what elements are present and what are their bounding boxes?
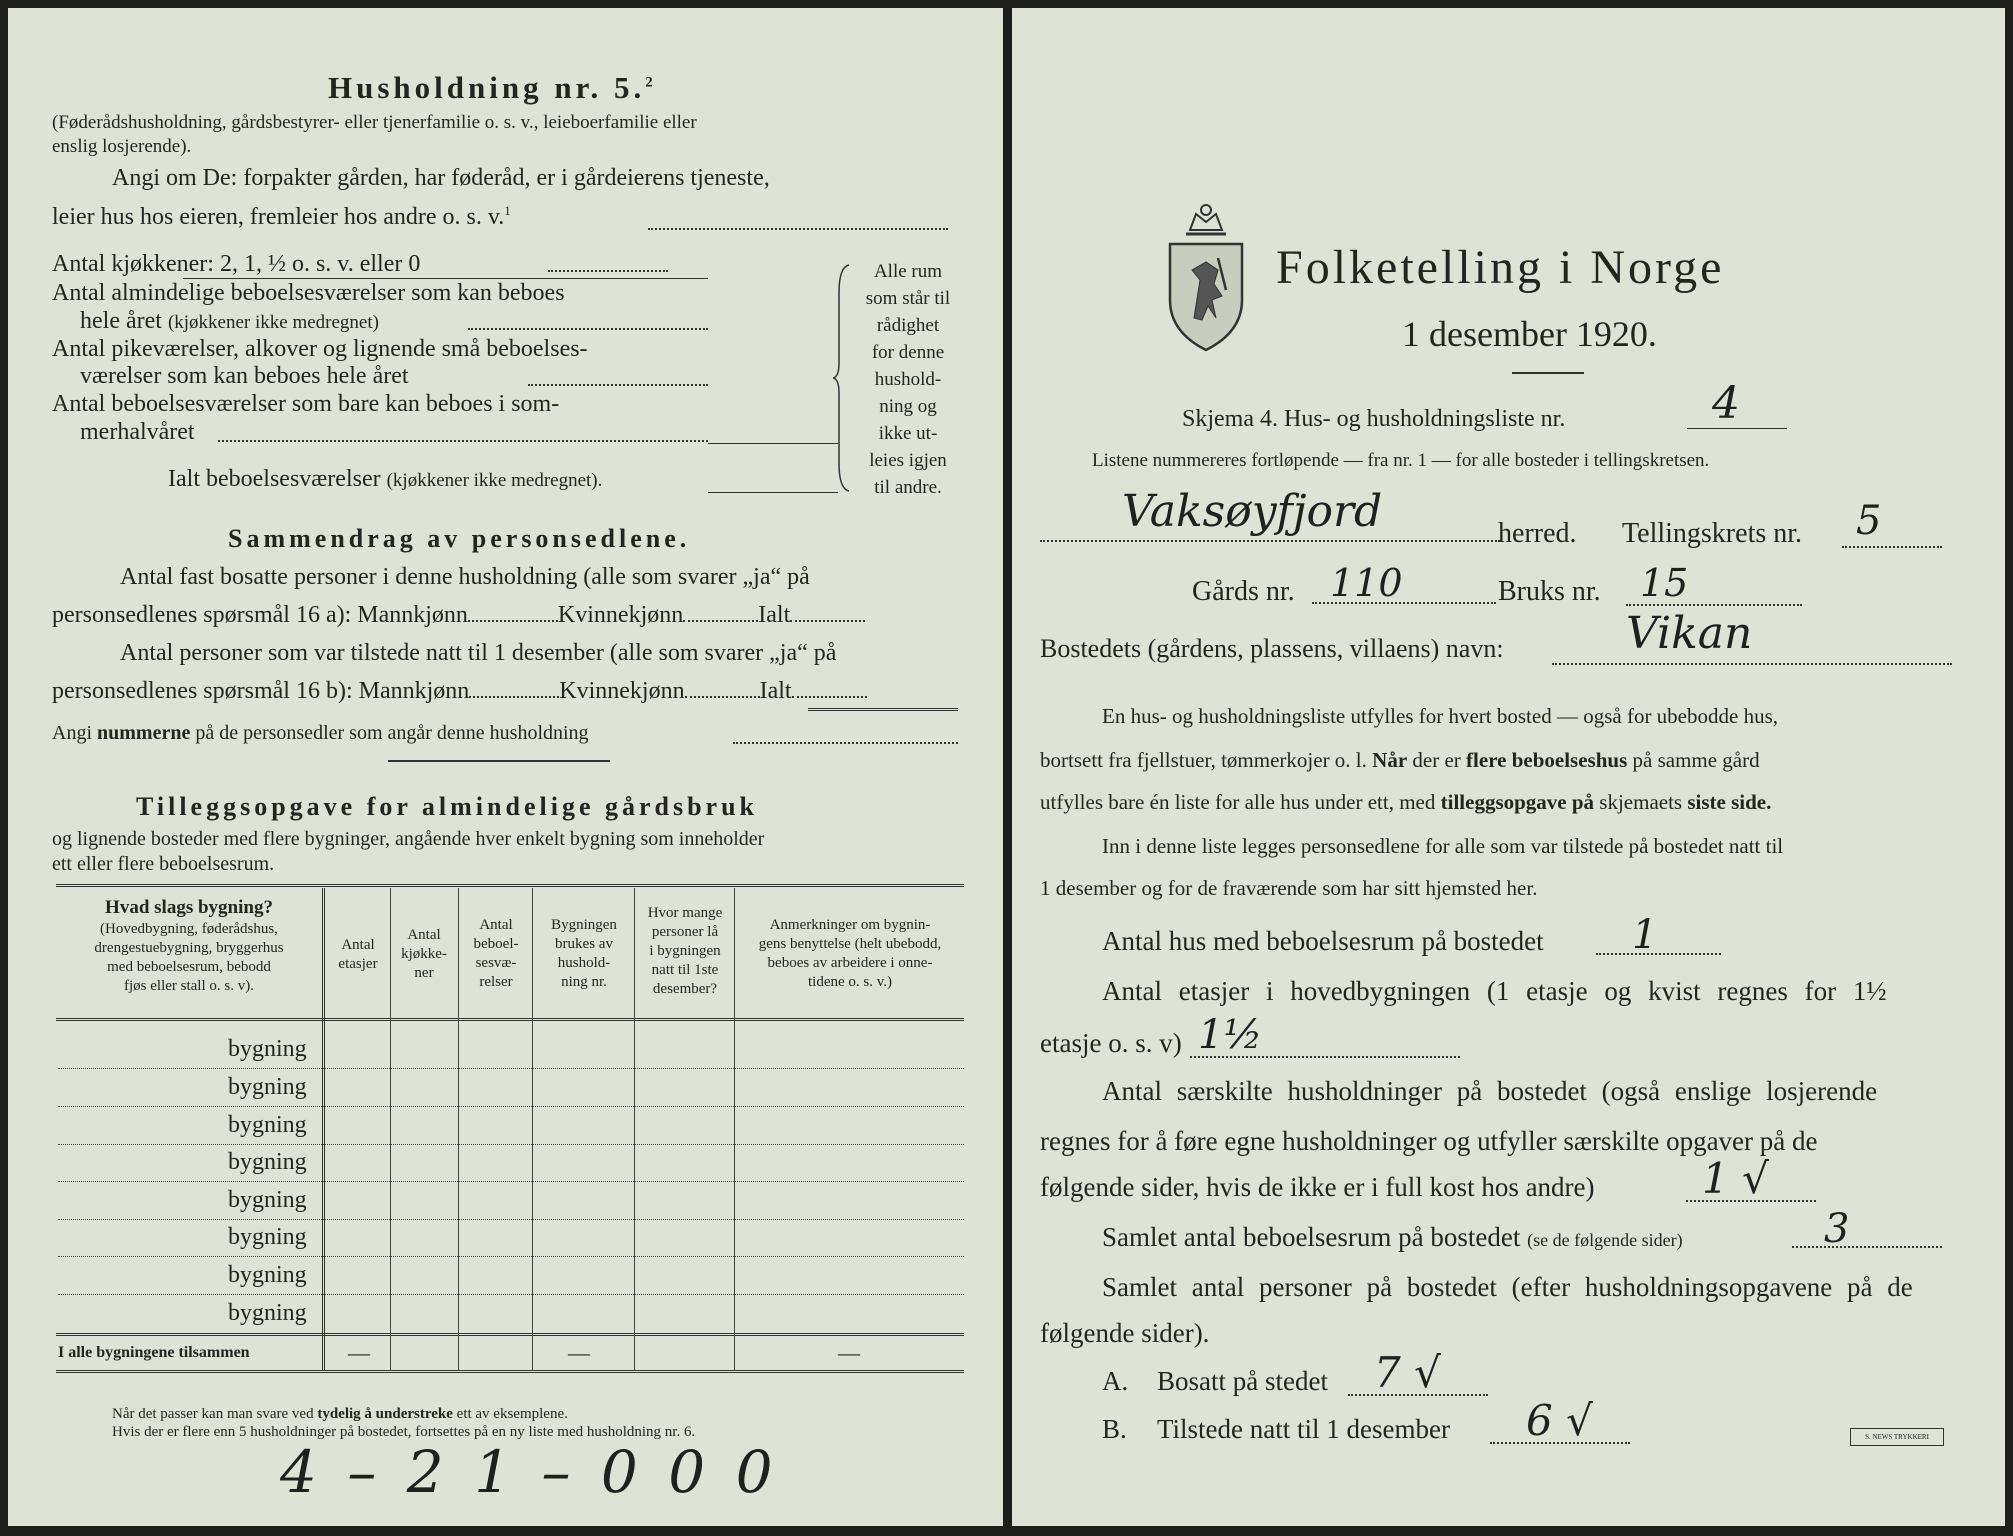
houses-label: Antal hus med beboelsesrum på bostedet bbox=[1102, 926, 1544, 956]
instruction-2-line-2: 1 desember og for de fraværende som har sitt hjemsted her. bbox=[1040, 876, 1538, 900]
floors-label-1: Antal etasjer i hovedbygningen (1 etasje og kvist regnes for 1½ bbox=[1102, 976, 1887, 1006]
building-row-label: bygning bbox=[228, 1149, 307, 1175]
place-label: Bostedets (gårdens, plassens, villaens) navn: bbox=[1040, 634, 1504, 663]
holding-line bbox=[1626, 604, 1802, 606]
ordinary-rooms-dots bbox=[468, 328, 708, 330]
farm-line bbox=[1312, 602, 1496, 604]
printer-stamp: S. NEWS TRYKKERI bbox=[1850, 1428, 1944, 1446]
households-line bbox=[1686, 1200, 1816, 1202]
census-date: 1 desember 1920. bbox=[1402, 314, 1657, 354]
households-label-2: regnes for å føre egne husholdninger og utfyller særskilte opgaver på de bbox=[1040, 1126, 1818, 1156]
district-label: Tellingskrets nr. bbox=[1622, 518, 1803, 549]
left-page bbox=[8, 8, 1003, 1526]
present-letter: B. bbox=[1102, 1414, 1127, 1444]
maid-rooms-dots bbox=[528, 384, 708, 386]
sedler-numbers-line: Angi nummerne på de personsedler som angår denne husholdning bbox=[52, 722, 589, 744]
summer-rooms-dots bbox=[218, 440, 708, 442]
resident-value: 7 √ bbox=[1374, 1348, 1441, 1397]
floors-value: 1½ bbox=[1198, 1012, 1263, 1058]
col-header-remarks: Anmerkninger om bygnin- gens benyttelse (helt ubebodd, beboes av arbeidere i onne- tidene o. s. v.) bbox=[758, 917, 942, 990]
building-row-label: bygning bbox=[228, 1036, 307, 1062]
household-title: Husholdning nr. 5.$^2$ bbox=[328, 70, 657, 105]
present-line bbox=[1490, 1442, 1630, 1444]
present-persons-line-1: Antal personer som var tilstede natt til 1 desember (alle som svarer „ja“ på bbox=[120, 640, 837, 666]
farm-number: 110 bbox=[1330, 561, 1403, 605]
building-row-label: bygning bbox=[228, 1262, 307, 1288]
resident-persons-line-1: Antal fast bosatte personer i denne husholdning (alle som svarer „ja“ på bbox=[120, 564, 810, 590]
kitchens-label: Antal kjøkkener: 2, 1, ½ o. s. v. eller 0 bbox=[52, 251, 421, 277]
col-header-kind: Hvad slags bygning? (Hovedbygning, føderådshus, drengestuebygning, bryggerhus med beboelsesrum, bebodd fjøs eller stall o. s. v). bbox=[94, 897, 284, 994]
supplement-heading: Tilleggsopgave for almindelige gårdsbruk bbox=[136, 792, 759, 821]
table-row bbox=[58, 1070, 964, 1107]
instruction-1-line-3: utfylles bare én liste for alle hus under ett, med tilleggsopgave på skjemaets siste side. bbox=[1040, 790, 1772, 814]
col-header-rooms: Antal beboel- sesvæ- relser bbox=[473, 917, 519, 990]
col-header-used-by: Bygningen brukes av hushold- ning nr. bbox=[551, 917, 617, 990]
col-header-persons: Hvor mange personer lå i bygningen natt til 1ste desember? bbox=[647, 905, 723, 997]
present-label: Tilstede natt til 1 desember bbox=[1157, 1414, 1450, 1444]
houses-line bbox=[1596, 953, 1721, 955]
municipality-label: herred. bbox=[1498, 518, 1577, 549]
household-intro-note-1: (Føderådshusholdning, gårdsbestyrer- eller tjenerfamilie o. s. v., leieboerfamilie eller bbox=[52, 112, 697, 133]
farm-label: Gårds nr. bbox=[1192, 576, 1295, 607]
total-rooms-label: Ialt beboelsesværelser (kjøkkener ikke medregnet). bbox=[168, 466, 603, 492]
supplement-sub-1: og lignende bosteder med flere bygninger, angående hver enkelt bygning som inneholder bbox=[52, 828, 765, 850]
census-title: Folketelling i Norge bbox=[1276, 241, 1725, 294]
table-row bbox=[58, 1032, 964, 1069]
building-row-label: bygning bbox=[228, 1112, 307, 1138]
place-line bbox=[1552, 663, 1952, 665]
summer-rooms-answer-line bbox=[708, 443, 838, 444]
col-header-kitchens: Antal kjøkke- ner bbox=[401, 927, 447, 981]
resident-persons-line-2: personsedlenes spørsmål 16 a): Mannkjønn Kvinnekjønn Ialt bbox=[52, 602, 865, 629]
present-value: 6 √ bbox=[1526, 1396, 1593, 1445]
ordinary-rooms-label-2: hele året (kjøkkener ikke medregnet) bbox=[80, 308, 379, 334]
resident-label: Bosatt på stedet bbox=[1157, 1366, 1328, 1396]
building-row-label: bygning bbox=[228, 1187, 307, 1213]
total-rooms-answer-line bbox=[708, 492, 838, 493]
summer-rooms-label-2: merhalvåret bbox=[80, 419, 195, 445]
maid-rooms-label-1: Antal pikeværelser, alkover og lignende små beboelses- bbox=[52, 336, 588, 362]
right-page bbox=[1012, 8, 2005, 1526]
building-row-label: bygning bbox=[228, 1074, 307, 1100]
building-row-label: bygning bbox=[228, 1224, 307, 1250]
households-label-3: følgende sider, hvis de ikke er i full kost hos andre) bbox=[1040, 1172, 1595, 1202]
ordinary-rooms-label-1: Antal almindelige beboelsesværelser som kan beboes bbox=[52, 280, 565, 306]
numbering-note: Listene nummereres fortløpende — fra nr. 1 — for alle bosteder i tellingskretsen. bbox=[1092, 450, 1710, 471]
floors-label-2: etasje o. s. v) bbox=[1040, 1028, 1182, 1058]
households-label-1: Antal særskilte husholdninger på bostedet (også enslige losjerende bbox=[1102, 1076, 1878, 1106]
municipality-line bbox=[1040, 540, 1500, 542]
table-row bbox=[58, 1220, 964, 1257]
table-total-row-label: I alle bygningene tilsammen bbox=[58, 1344, 250, 1361]
floors-line bbox=[1190, 1056, 1460, 1058]
schema-number-line bbox=[1687, 428, 1787, 429]
sedler-numbers-dots bbox=[733, 742, 958, 744]
total-floors-dash: — bbox=[348, 1340, 370, 1365]
present-total-double-line bbox=[808, 708, 958, 711]
summer-rooms-label-1: Antal beboelsesværelser som bare kan beboes i som- bbox=[52, 391, 560, 417]
table-row bbox=[58, 1108, 964, 1145]
summary-divider bbox=[388, 760, 610, 762]
schema-number: 4 bbox=[1712, 378, 1740, 429]
municipality-value: Vaksøyfjord bbox=[1122, 486, 1383, 537]
rooms-total-value: 3 bbox=[1824, 1206, 1850, 1252]
maid-rooms-label-2: værelser som kan beboes hele året bbox=[80, 363, 409, 389]
table-row bbox=[58, 1296, 964, 1332]
holding-number: 15 bbox=[1640, 561, 1689, 605]
tenure-answer-line bbox=[648, 228, 948, 230]
footnote-1: Når det passer kan man svare ved tydelig å understreke ett av eksemplene. bbox=[112, 1406, 568, 1422]
kitchens-dots bbox=[548, 270, 668, 272]
table-row bbox=[58, 1183, 964, 1220]
tenure-question-2: leier hus hos eieren, fremleier hos andre o. s. v.$^1$ bbox=[52, 203, 511, 230]
table-total-rule bbox=[56, 1333, 964, 1336]
table-top-rule bbox=[56, 884, 964, 887]
tenure-question-1: Angi om De: forpakter gården, har føderåd, er i gårdeierens tjeneste, bbox=[112, 165, 770, 191]
rooms-total-label: Samlet antal beboelsesrum på bostedet (se de følgende sider) bbox=[1102, 1222, 1683, 1252]
summary-heading: Sammendrag av personsedlene. bbox=[228, 524, 691, 553]
col-header-floors: Antal etasjer bbox=[338, 937, 378, 972]
norway-coat-of-arms-icon bbox=[1160, 200, 1252, 352]
table-header-rule bbox=[56, 1018, 964, 1021]
table-row bbox=[58, 1258, 964, 1295]
rooms-total-line bbox=[1792, 1246, 1942, 1248]
resident-line bbox=[1348, 1394, 1488, 1396]
table-bottom-rule bbox=[56, 1370, 964, 1373]
title-rule bbox=[1512, 372, 1584, 374]
households-value: 1 √ bbox=[1702, 1154, 1769, 1203]
instruction-1-line-2: bortsett fra fjellstuer, tømmerkojer o. l. Når der er flere beboelseshus på samme gård bbox=[1040, 748, 1760, 772]
instruction-1-line-1: En hus- og husholdningsliste utfylles for hvert bosted — også for ubebodde hus, bbox=[1102, 704, 1778, 728]
supplement-sub-2: ett eller flere beboelsesrum. bbox=[52, 853, 275, 875]
kitchens-answer-line bbox=[183, 278, 708, 279]
resident-letter: A. bbox=[1102, 1366, 1129, 1396]
place-value: Vikan bbox=[1626, 608, 1753, 659]
houses-value: 1 bbox=[1632, 912, 1658, 958]
district-number: 5 bbox=[1856, 498, 1882, 544]
total-rooms-dash: — bbox=[568, 1340, 590, 1365]
total-remarks-dash: — bbox=[838, 1340, 860, 1365]
building-row-label: bygning bbox=[228, 1300, 307, 1326]
persons-label-2: følgende sider). bbox=[1040, 1318, 1210, 1348]
rooms-brace bbox=[833, 263, 853, 493]
instruction-2-line-1: Inn i denne liste legges personsedlene for alle som var tilstede på bostedet natt til bbox=[1102, 834, 1784, 858]
schema-label: Skjema 4. Hus- og husholdningsliste nr. bbox=[1182, 406, 1566, 432]
holding-label: Bruks nr. bbox=[1498, 576, 1601, 607]
table-row bbox=[58, 1145, 964, 1182]
handwritten-code: 4 – 2 1 – 0 0 0 bbox=[280, 1438, 779, 1506]
footnote-2: Hvis der er flere enn 5 husholdninger på bostedet, fortsettes på en ny liste med husholdning nr. 6. bbox=[112, 1424, 696, 1440]
rooms-side-note: Alle rum som står til rådighet for denne hushold- ning og ikke ut- leies igjen til andre. bbox=[865, 261, 951, 498]
household-intro-note-2: enslig losjerende). bbox=[52, 136, 192, 157]
present-persons-line-2: personsedlenes spørsmål 16 b): Mannkjønn Kvinnekjønn Ialt bbox=[52, 678, 867, 705]
persons-label-1: Samlet antal personer på bostedet (efter husholdningsopgavene på de bbox=[1102, 1272, 1913, 1302]
district-line bbox=[1842, 546, 1942, 548]
